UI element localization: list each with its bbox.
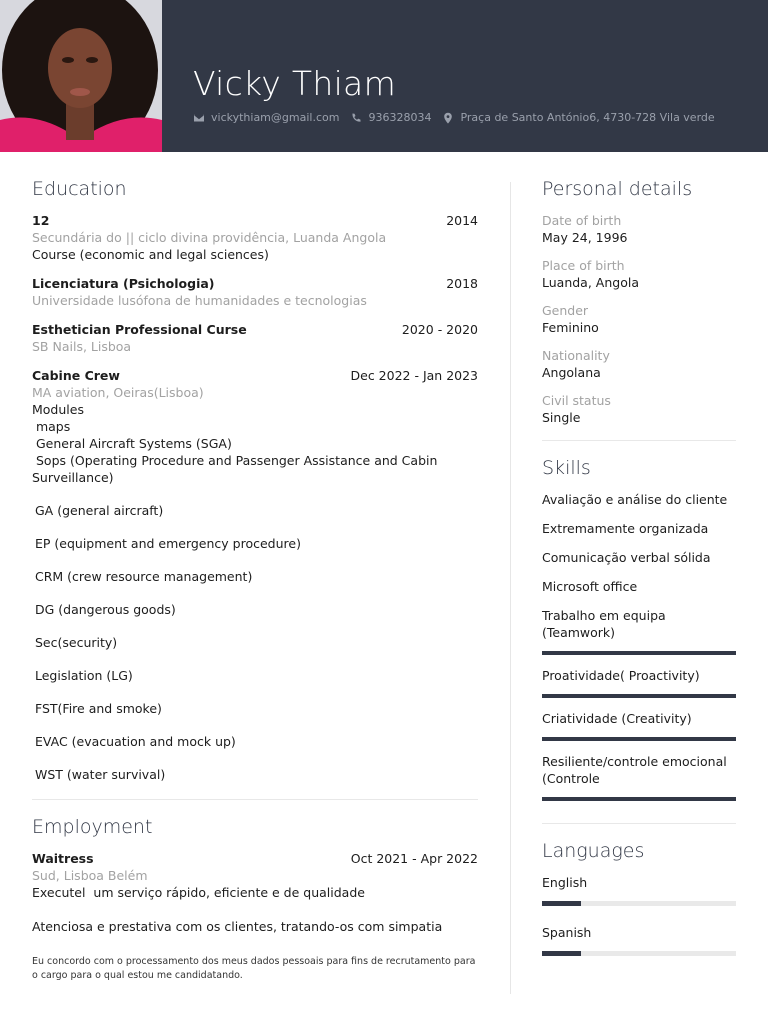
contact-address (442, 111, 714, 124)
skills-title: Skills (542, 457, 591, 479)
skill-level-bar (542, 737, 736, 741)
skill-name: Proatividade( Proactivity) (542, 668, 700, 683)
module-item: GA (general aircraft) (35, 503, 164, 518)
section-divider (542, 823, 736, 824)
skill-name: Trabalho em equipa (Teamwork) (542, 608, 666, 640)
personal-detail (542, 392, 736, 426)
entry-institution: MA aviation, Oeiras(Lisboa) (32, 385, 204, 400)
entry-date: 2020 - 2020 (401, 322, 478, 337)
phone-text: 936328034 (368, 111, 432, 124)
skill-item (542, 549, 736, 566)
section-divider (542, 440, 736, 441)
language-name: English (542, 875, 588, 890)
module-item: EVAC (evacuation and mock up) (35, 734, 236, 749)
envelope-icon (193, 112, 205, 124)
skill-item (542, 491, 736, 508)
detail-label: Gender (542, 303, 589, 318)
entry-employer: Sud, Lisboa Belém (32, 868, 148, 883)
detail-value: Single (542, 410, 581, 425)
main-column (32, 178, 478, 983)
entry-title: Waitress (32, 851, 94, 866)
module-item: WST (water survival) (35, 767, 166, 782)
module-item: Legislation (LG) (35, 668, 133, 683)
entry-description: Course (economic and legal sciences) (32, 247, 269, 262)
language-name: Spanish (542, 925, 592, 940)
contact-info (193, 111, 726, 124)
personal-detail (542, 257, 736, 291)
detail-value: Luanda, Angola (542, 275, 639, 290)
language-level-fill (542, 951, 581, 956)
skill-item (542, 667, 736, 698)
education-entry (32, 321, 478, 355)
entry-description: General Aircraft Systems (SGA) (32, 436, 232, 451)
entry-description: maps (32, 419, 71, 434)
detail-label: Place of birth (542, 258, 625, 273)
detail-value: May 24, 1996 (542, 230, 628, 245)
module-item: EP (equipment and emergency procedure) (35, 536, 301, 551)
entry-date: 2014 (446, 213, 478, 228)
entry-description: Modules (32, 402, 84, 417)
skill-level-fill (542, 797, 736, 801)
detail-value: Angolana (542, 365, 601, 380)
candidate-name: Vicky Thiam (193, 64, 397, 103)
personal-detail (542, 212, 736, 246)
address-text: Praça de Santo António6, 4730-728 Vila verde (460, 111, 715, 124)
language-item (542, 874, 736, 906)
module-item: FST(Fire and smoke) (35, 701, 162, 716)
module-item: Sec(security) (35, 635, 118, 650)
resume-header (0, 0, 768, 152)
employment-entry (32, 850, 478, 935)
contact-phone[interactable] (350, 111, 431, 124)
skill-item (542, 607, 736, 655)
detail-value: Feminino (542, 320, 599, 335)
skill-name: Microsoft office (542, 579, 638, 594)
language-item (542, 924, 736, 956)
education-title: Education (32, 178, 127, 200)
skill-level-fill (542, 694, 736, 698)
skill-item (542, 520, 736, 537)
skill-level-bar (542, 694, 736, 698)
skill-name: Avaliação e análise do cliente (542, 492, 728, 507)
skill-item (542, 578, 736, 595)
skill-name: Criatividade (Creativity) (542, 711, 692, 726)
entry-title: Esthetician Professional Curse (32, 322, 247, 337)
education-entry (32, 367, 478, 783)
entry-institution: SB Nails, Lisboa (32, 339, 132, 354)
detail-label: Civil status (542, 393, 611, 408)
module-item: DG (dangerous goods) (35, 602, 176, 617)
personal-details-title: Personal details (542, 178, 693, 200)
entry-date: Oct 2021 - Apr 2022 (350, 851, 478, 866)
entry-description: Executel um serviço rápido, eficiente e de qualidade (32, 885, 365, 900)
language-level-fill (542, 901, 581, 906)
skill-item (542, 753, 736, 801)
consent-text: Eu concordo com o processamento dos meus dados pessoais para fins de recrutamento para o cargo para o qual estou me candidatando. (32, 956, 476, 981)
entry-description: Atenciosa e prestativa com os clientes, tratando-os com simpatia (32, 919, 443, 934)
entry-title: 12 (32, 213, 50, 228)
section-divider (32, 799, 478, 800)
entry-institution: Universidade lusófona de humanidades e tecnologias (32, 293, 367, 308)
detail-label: Date of birth (542, 213, 622, 228)
skill-name: Extremamente organizada (542, 521, 709, 536)
entry-date: 2018 (446, 276, 478, 291)
detail-label: Nationality (542, 348, 610, 363)
entry-title: Cabine Crew (32, 368, 120, 383)
education-entry (32, 275, 478, 309)
employment-title: Employment (32, 816, 153, 838)
skill-level-fill (542, 737, 736, 741)
entry-date: Dec 2022 - Jan 2023 (350, 368, 478, 383)
skill-name: Resiliente/controle emocional (Controle (542, 754, 727, 786)
column-divider (510, 182, 511, 994)
entry-title: Licenciatura (Psichologia) (32, 276, 215, 291)
module-item: CRM (crew resource management) (35, 569, 253, 584)
skill-item (542, 710, 736, 741)
skill-level-bar (542, 797, 736, 801)
education-entry (32, 212, 478, 263)
personal-detail (542, 302, 736, 336)
personal-detail (542, 347, 736, 381)
language-level-track (542, 901, 736, 906)
entry-institution: Secundária do || ciclo divina providência, Luanda Angola (32, 230, 387, 245)
languages-title: Languages (542, 840, 645, 862)
skill-level-fill (542, 651, 736, 655)
contact-email[interactable] (193, 111, 339, 124)
map-pin-icon (442, 112, 454, 124)
skill-level-bar (542, 651, 736, 655)
language-level-track (542, 951, 736, 956)
entry-description: Sops (Operating Procedure and Passenger Assistance and Cabin Surveillance) (32, 453, 442, 485)
side-column (542, 178, 736, 974)
skill-name: Comunicação verbal sólida (542, 550, 711, 565)
profile-photo (0, 0, 162, 152)
phone-icon (350, 112, 362, 124)
email-text: vickythiam@gmail.com (211, 111, 340, 124)
